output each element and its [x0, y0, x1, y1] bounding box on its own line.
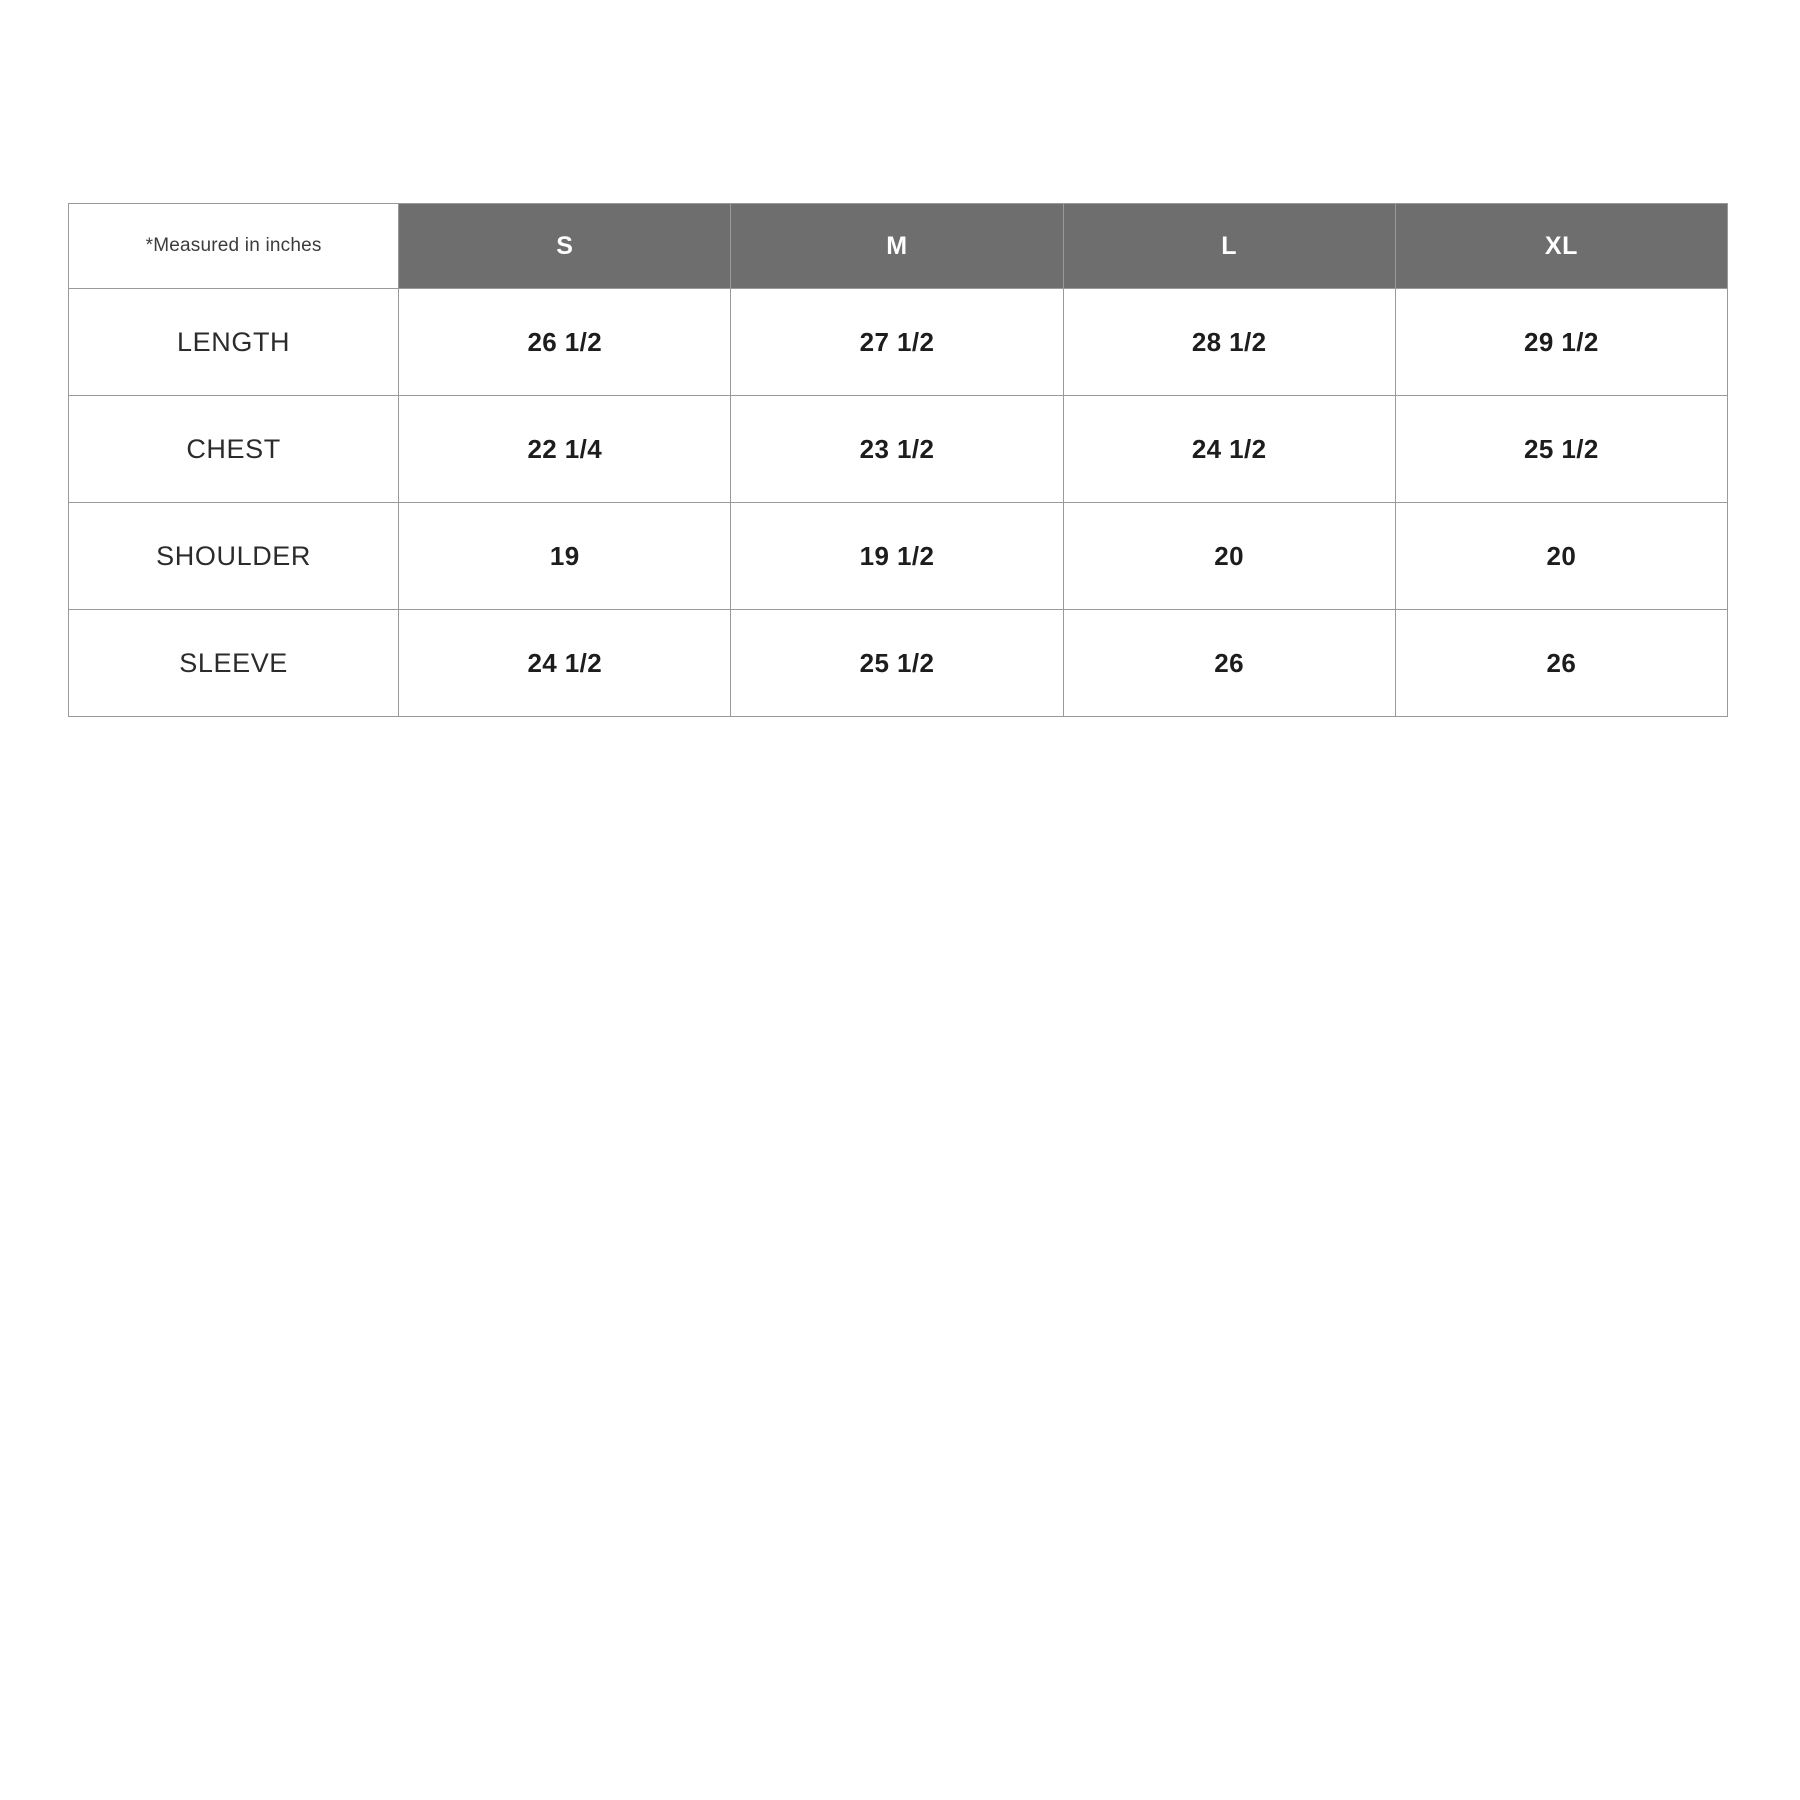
size-chart-table — [68, 203, 1728, 717]
cell-length-l: 28 1/2 — [1063, 289, 1395, 396]
row-label-chest: CHEST — [69, 396, 399, 503]
cell-chest-xl: 25 1/2 — [1395, 396, 1727, 503]
column-header-size-l: L — [1063, 204, 1395, 289]
cell-sleeve-m: 25 1/2 — [731, 610, 1063, 717]
table-row — [69, 503, 1728, 610]
cell-shoulder-l: 20 — [1063, 503, 1395, 610]
table-header-row — [69, 204, 1728, 289]
row-label-shoulder: SHOULDER — [69, 503, 399, 610]
column-header-size-s: S — [399, 204, 731, 289]
table-header — [69, 204, 1728, 289]
table-row — [69, 289, 1728, 396]
cell-sleeve-s: 24 1/2 — [399, 610, 731, 717]
cell-sleeve-xl: 26 — [1395, 610, 1727, 717]
measurement-unit-note: *Measured in inches — [69, 204, 399, 289]
cell-shoulder-s: 19 — [399, 503, 731, 610]
table-row — [69, 610, 1728, 717]
column-header-size-m: M — [731, 204, 1063, 289]
row-label-length: LENGTH — [69, 289, 399, 396]
table-row — [69, 396, 1728, 503]
cell-length-xl: 29 1/2 — [1395, 289, 1727, 396]
column-header-size-xl: XL — [1395, 204, 1727, 289]
cell-chest-l: 24 1/2 — [1063, 396, 1395, 503]
cell-shoulder-m: 19 1/2 — [731, 503, 1063, 610]
cell-length-s: 26 1/2 — [399, 289, 731, 396]
row-label-sleeve: SLEEVE — [69, 610, 399, 717]
cell-chest-s: 22 1/4 — [399, 396, 731, 503]
cell-shoulder-xl: 20 — [1395, 503, 1727, 610]
cell-length-m: 27 1/2 — [731, 289, 1063, 396]
cell-chest-m: 23 1/2 — [731, 396, 1063, 503]
table-body — [69, 289, 1728, 717]
cell-sleeve-l: 26 — [1063, 610, 1395, 717]
